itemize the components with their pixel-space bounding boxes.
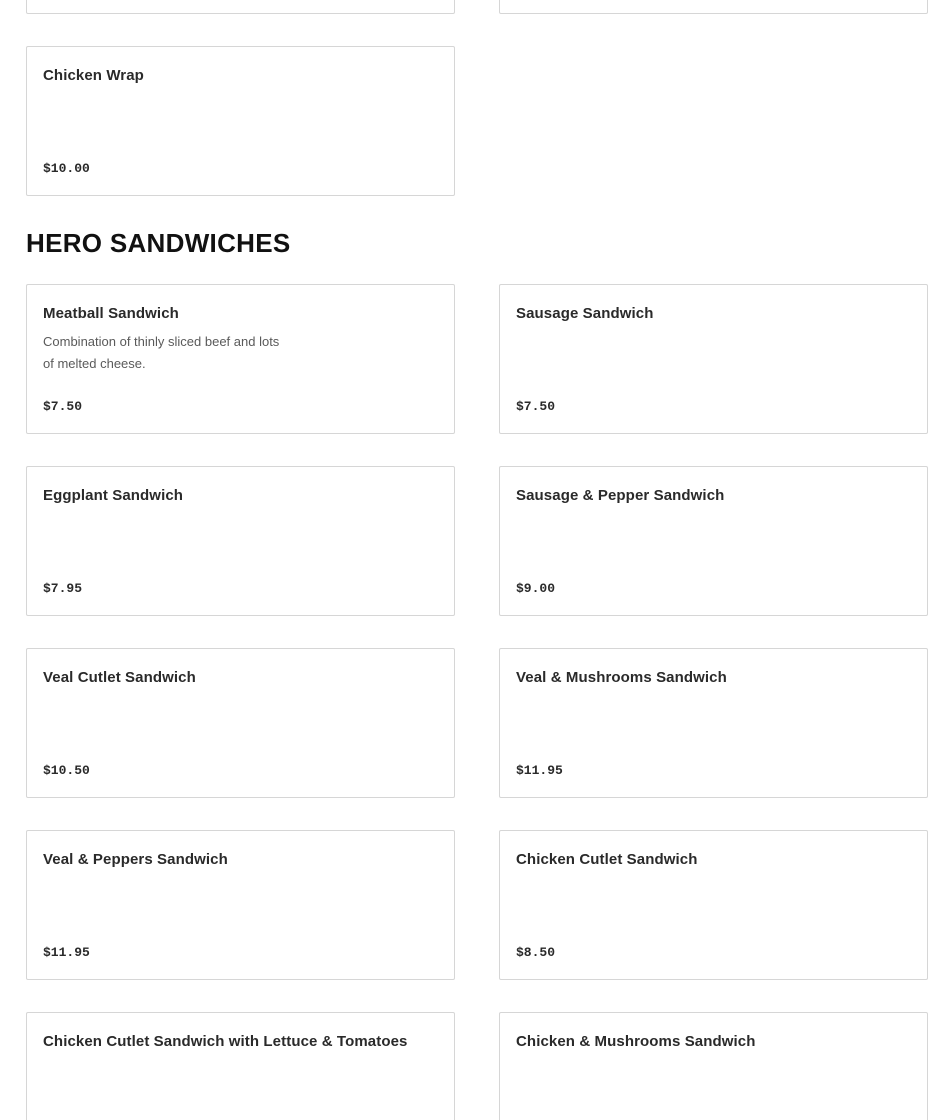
menu-item-card-partial[interactable] xyxy=(26,0,455,14)
menu-item-name: Chicken Wrap xyxy=(43,67,144,84)
menu-item-price: $7.50 xyxy=(516,399,556,414)
menu-item-price: $11.95 xyxy=(43,945,90,960)
menu-item-card[interactable] xyxy=(499,466,928,616)
menu-item-name: Veal & Peppers Sandwich xyxy=(43,851,228,868)
menu-item-card[interactable] xyxy=(26,46,455,196)
menu-item-card[interactable] xyxy=(26,1012,455,1120)
menu-item-price: $10.50 xyxy=(43,763,90,778)
menu-item-name: Eggplant Sandwich xyxy=(43,487,184,504)
menu-item-card[interactable] xyxy=(499,284,928,434)
menu-item-price: $7.50 xyxy=(43,399,83,414)
menu-item-name: Sausage Sandwich xyxy=(516,305,654,322)
menu-item-price: $8.50 xyxy=(516,945,556,960)
section-title: HERO SANDWICHES xyxy=(26,228,291,258)
menu-item-name: Chicken Cutlet Sandwich with Lettuce & Tomatoes xyxy=(43,1033,408,1050)
menu-item-card[interactable] xyxy=(26,466,455,616)
menu-item-price: $11.95 xyxy=(516,763,563,778)
menu-item-card[interactable] xyxy=(26,284,455,434)
menu-item-card[interactable] xyxy=(26,830,455,980)
menu-item-name: Chicken Cutlet Sandwich xyxy=(516,851,698,868)
menu-item-description: Combination of thinly sliced beef and lots of melted cheese. xyxy=(43,334,280,371)
menu-item-price: $7.95 xyxy=(43,581,83,596)
menu-item-card[interactable] xyxy=(499,1012,928,1120)
menu-item-card[interactable] xyxy=(499,648,928,798)
menu-item-name: Meatball Sandwich xyxy=(43,305,179,322)
menu-item-name: Veal Cutlet Sandwich xyxy=(43,669,196,686)
menu-item-name: Chicken & Mushrooms Sandwich xyxy=(516,1033,756,1050)
menu-item-card[interactable] xyxy=(26,648,455,798)
menu-item-card[interactable] xyxy=(499,830,928,980)
menu-item-name: Veal & Mushrooms Sandwich xyxy=(516,669,727,686)
menu-item-price: $10.00 xyxy=(43,161,90,176)
menu-item-card-partial[interactable] xyxy=(499,0,928,14)
menu-item-price: $9.00 xyxy=(516,581,556,596)
menu-item-name: Sausage & Pepper Sandwich xyxy=(516,487,725,504)
